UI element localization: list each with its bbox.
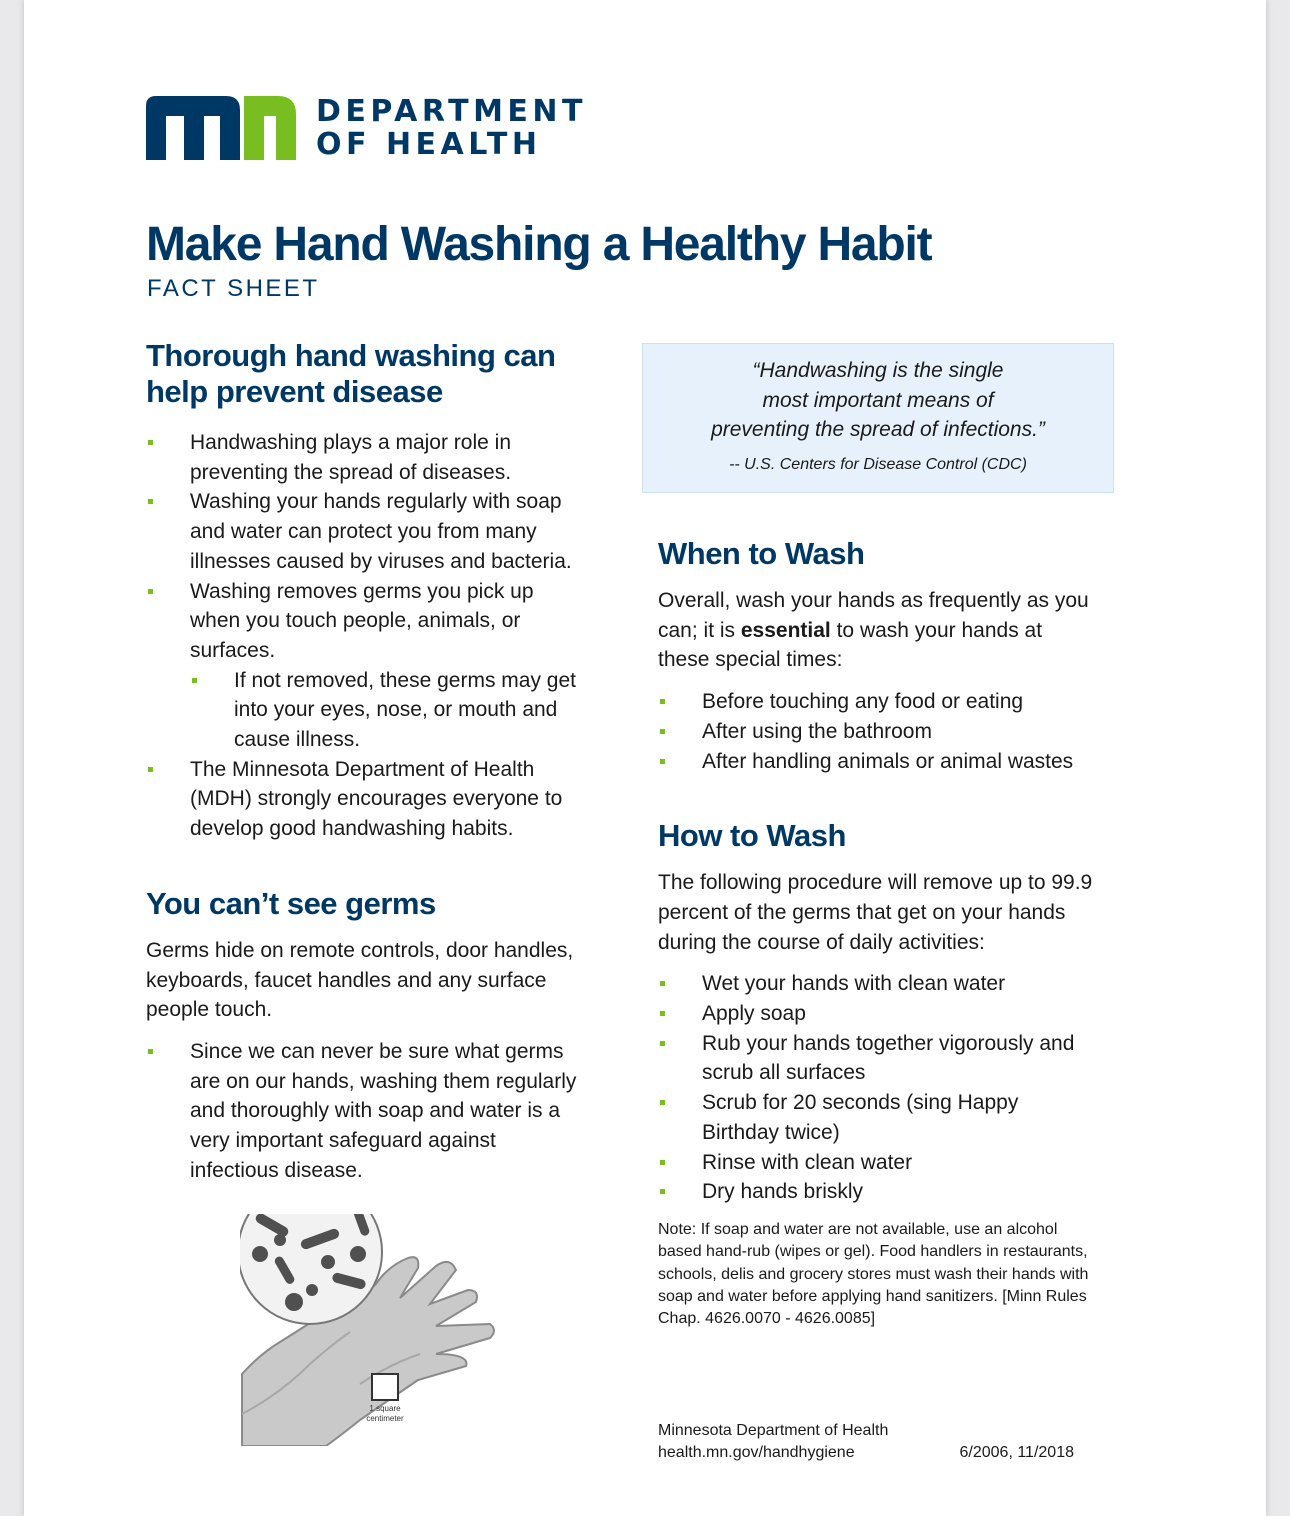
footer-url: health.mn.gov/handhygiene [658, 1444, 855, 1461]
quote-citation: -- U.S. Centers for Disease Control (CDC) [729, 456, 1027, 474]
list-item: Handwashing plays a major role in preventing the spread of diseases. [146, 428, 586, 487]
germ-blob [350, 1246, 366, 1262]
footer [658, 1420, 1074, 1464]
heading-line: help prevent disease [146, 374, 443, 409]
quote-text [643, 356, 1113, 445]
quote-line: preventing the spread of infections.” [711, 418, 1045, 442]
section-heading-when: When to Wash [658, 536, 865, 571]
page-title: Make Hand Washing a Healthy Habit [146, 218, 932, 271]
logo-m-shape [146, 96, 240, 160]
list-item: Before touching any food or eating [658, 687, 1098, 717]
heading-line: Thorough hand washing can [146, 338, 556, 373]
sub-list-item: If not removed, these germs may get into your eyes, nose, or mouth and cause illness. [146, 666, 586, 755]
logo-n-shape [244, 96, 296, 160]
how-bullet-list [658, 969, 1098, 1207]
logo-wordmark [316, 95, 587, 161]
square-label-line-1: 1 square [369, 1404, 401, 1413]
germ-blob [321, 1255, 335, 1269]
germs-bullet-list [146, 1037, 586, 1186]
list-item: Rinse with clean water [658, 1148, 1098, 1178]
how-intro: The following procedure will remove up to 99.9 percent of the germs that get on your hands during the course of daily activities: [658, 871, 1093, 954]
section-heading-prevent [146, 338, 586, 410]
mn-logo-mark [146, 96, 296, 160]
germs-hand-illustration [240, 1214, 500, 1446]
list-item: The Minnesota Department of Health (MDH) strongly encourages everyone to develop good handwashing habits. [146, 755, 586, 844]
when-intro-emphasis: essential [740, 618, 831, 642]
list-item: Wet your hands with clean water [658, 969, 1098, 999]
prevent-bullet-list [146, 428, 586, 844]
germs-intro: Germs hide on remote controls, door handles, keyboards, faucet handles and any surface people touch. [146, 938, 574, 1022]
footer-org: Minnesota Department of Health [658, 1422, 889, 1439]
square-centimeter-box [372, 1374, 398, 1400]
germ-blob [252, 1246, 268, 1262]
germ-blob [285, 1293, 303, 1311]
right-column [658, 536, 1098, 1330]
list-item: After using the bathroom [658, 717, 1098, 747]
page-subtitle: FACT SHEET [147, 275, 320, 302]
cdc-quote-box [642, 343, 1114, 493]
list-item: Scrub for 20 seconds (sing Happy Birthday twice) [658, 1088, 1098, 1147]
list-item: Since we can never be sure what germs are on our hands, washing them regularly and thoroughly with soap and water is a very important safeguard against infectious disease. [146, 1037, 586, 1186]
quote-line: “Handwashing is the single [752, 359, 1004, 382]
when-intro-end: to wash your hands at these special times: [658, 618, 1043, 672]
footer-dates: 6/2006, 11/2018 [959, 1444, 1074, 1461]
square-label-line-2: centimeter [366, 1414, 404, 1423]
when-intro-start: Overall, wash your hands as frequently as you can; it is [658, 589, 1089, 642]
logo-line-2: OF HEALTH [316, 127, 542, 162]
soap-note: Note: If soap and water are not available, use an alcohol based hand-rub (wipes or gel). Food handlers in restaurants, schools, delis and grocery stores must wash their hands with soap and water before applying hand sanitizers. [Minn Rules Chap. 4626.0070 - 4626.0085] [658, 1220, 1089, 1328]
left-column [146, 338, 586, 1185]
list-item: Washing removes germs you pick up when you touch people, animals, or surfaces. [146, 577, 586, 666]
list-item: Washing your hands regularly with soap and water can protect you from many illnesses caused by viruses and bacteria. [146, 487, 586, 576]
when-intro [658, 586, 1098, 675]
list-item: Rub your hands together vigorously and scrub all surfaces [658, 1029, 1098, 1088]
germ-blob [306, 1284, 318, 1296]
section-heading-how: How to Wash [658, 818, 846, 854]
when-bullet-list [658, 687, 1098, 776]
list-item: After handling animals or animal wastes [658, 747, 1098, 777]
logo-line-1: DEPARTMENT [316, 94, 587, 129]
germ-blob [274, 1234, 286, 1246]
quote-line: most important means of [762, 388, 994, 412]
section-heading-germs: You can’t see germs [146, 885, 436, 921]
list-item: Apply soap [658, 999, 1098, 1029]
list-item: Dry hands briskly [658, 1177, 1098, 1207]
